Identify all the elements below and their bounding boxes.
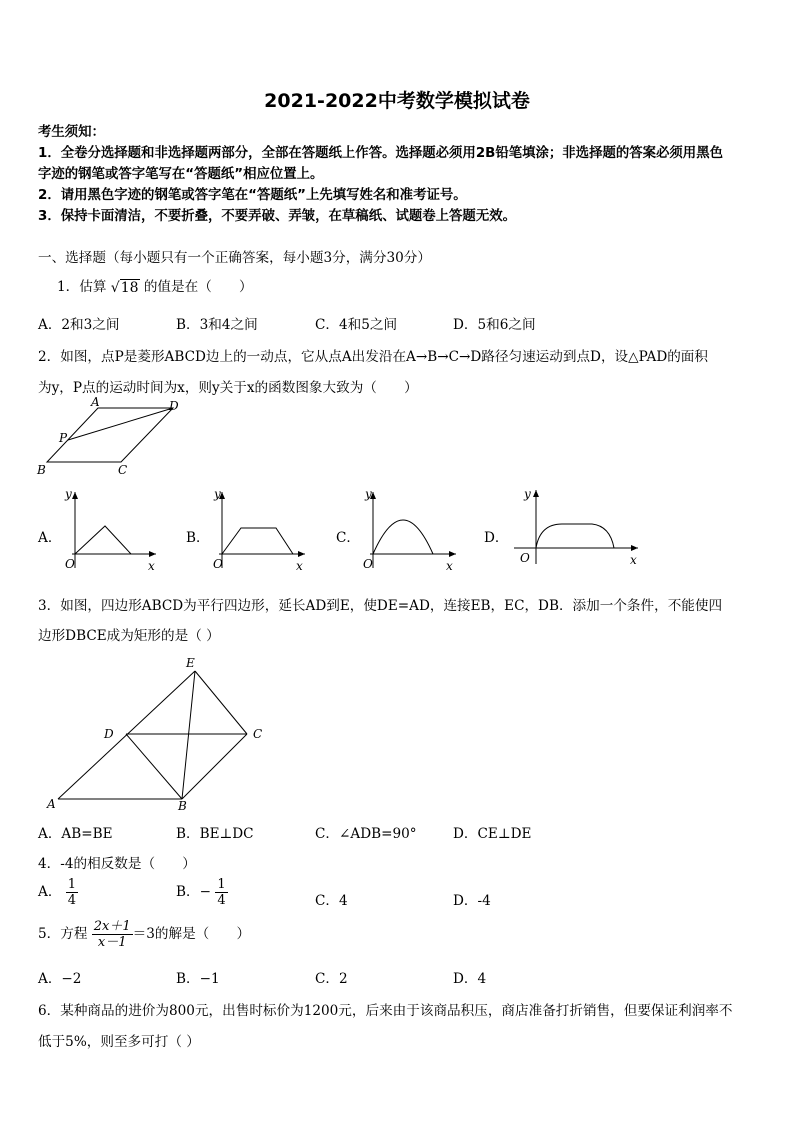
label-d: D	[169, 399, 179, 413]
graph-c-y-label: y	[365, 487, 372, 501]
notice-heading: 考生须知：	[38, 125, 105, 140]
page-title: 2021-2022中考数学模拟试卷	[264, 90, 530, 112]
graph-a-origin: O	[65, 557, 75, 571]
label-b: B	[37, 463, 46, 477]
question-1	[57, 275, 253, 296]
q4-a-denominator: 4	[67, 893, 77, 908]
graph-b-y-label: y	[214, 487, 221, 501]
q2-option-d[interactable]: D．	[484, 530, 509, 546]
q2-option-a[interactable]: A．	[38, 530, 62, 546]
notice-line-1a: 1．全卷分选择题和非选择题两部分，全部在答题纸上作答。选择题必须用2B铅笔填涂；非选择题的答案必须用黑色	[38, 146, 723, 161]
q3-stem-line-2: 边形DBCE成为矩形的是（ ）	[38, 628, 220, 644]
q6-stem-line-2: 低于5%，则至多可打（ ）	[38, 1034, 200, 1050]
q1-option-b[interactable]: B．3和4之间	[176, 317, 258, 333]
q4-option-d[interactable]: D．-4	[453, 893, 491, 909]
q3-option-b[interactable]: B．BE⊥DC	[176, 826, 254, 842]
graph-d-x-label: x	[630, 553, 637, 567]
q5-fraction	[92, 919, 133, 950]
section-heading: 一、选择题（每小题只有一个正确答案，每小题3分，满分30分）	[38, 250, 431, 266]
q1-option-d[interactable]: D．5和6之间	[453, 317, 536, 333]
graph-a	[60, 484, 165, 576]
q1-option-a[interactable]: A．2和3之间	[38, 317, 120, 333]
q5-prefix: 5．方程	[38, 926, 88, 942]
graph-d-y-label: y	[524, 487, 531, 501]
graph-c-origin: O	[363, 557, 373, 571]
notice-line-3: 3．保持卡面清洁，不要折叠，不要弄破、弄皱，在草稿纸、试题卷上答题无效。	[38, 209, 516, 224]
q4-option-a-fraction	[66, 877, 78, 908]
q3-stem-line-1: 3．如图，四边形ABCD为平行四边形，延长AD到E，使DE=AD，连接EB，EC，DB．添加一个条件，不能使四	[38, 598, 723, 614]
q6-stem-line-1: 6．某种商品的进价为800元，出售时标价为1200元，后来由于该商品积压，商店准备打折销售，但要保证利润率不	[38, 1003, 733, 1019]
q5-option-d[interactable]: D．4	[453, 971, 487, 987]
q4-b-denominator: 4	[217, 893, 226, 908]
q4-b-numerator: 1	[217, 877, 226, 892]
label-a: A	[91, 396, 100, 409]
q4-option-b-sign: −	[199, 884, 211, 900]
q2-stem-line-2: 为y，P点的运动时间为x，则y关于x的函数图象大致为（ ）	[38, 380, 418, 396]
graph-d-origin: O	[520, 551, 530, 565]
sqrt-expression: √18	[110, 279, 139, 296]
label-b: B	[178, 799, 187, 811]
q4-option-b-fraction	[215, 877, 227, 908]
label-a: A	[47, 797, 56, 811]
q1-suffix: 的值是在（ ）	[143, 279, 253, 295]
q4-option-b[interactable]	[176, 877, 228, 908]
q3-option-a[interactable]: A．AB=BE	[38, 826, 113, 842]
q3-option-c[interactable]: C．∠ADB=90°	[315, 826, 417, 842]
q5-option-c[interactable]: C．2	[315, 971, 348, 987]
graph-d	[510, 484, 645, 576]
q5-denominator: x－1	[97, 935, 127, 950]
label-p: P	[59, 431, 68, 445]
q4-option-b-letter: B．	[176, 884, 200, 900]
label-c: C	[253, 727, 263, 741]
q4-option-a-letter: A．	[38, 884, 62, 900]
q2-stem-line-1: 2．如图，点P是菱形ABCD边上的一动点，它从点A出发沿在A→B→C→D路径匀速运动到点D，设△PAD的面积	[38, 349, 708, 365]
q3-option-d[interactable]: D．CE⊥DE	[453, 826, 532, 842]
q1-option-c[interactable]: C．4和5之间	[315, 317, 398, 333]
graph-c-x-label: x	[446, 559, 453, 573]
question-5	[38, 919, 250, 950]
label-e: E	[186, 656, 195, 670]
graph-b	[207, 484, 312, 576]
q5-suffix: 的解是（ ）	[154, 926, 251, 942]
graph-a-y-label: y	[65, 487, 72, 501]
label-d: D	[104, 727, 114, 741]
q4-stem: 4．-4的相反数是（ ）	[38, 856, 196, 872]
graph-b-origin: O	[213, 557, 223, 571]
q1-radicand: 18	[120, 279, 139, 296]
q5-option-a[interactable]: A．−2	[38, 971, 82, 987]
graph-a-x-label: x	[148, 559, 155, 573]
parallelogram-figure	[40, 653, 280, 811]
q4-option-a[interactable]	[38, 877, 78, 908]
graph-c	[358, 484, 463, 576]
q1-prefix: 1．估算	[57, 279, 107, 295]
q5-option-b[interactable]: B．−1	[176, 971, 220, 987]
q4-a-numerator: 1	[67, 877, 77, 892]
q2-option-c[interactable]: C．	[336, 530, 360, 546]
graph-b-x-label: x	[296, 559, 303, 573]
notice-line-1b: 字迹的钢笔或答字笔写在“答题纸”相应位置上。	[38, 167, 324, 182]
notice-line-2: 2．请用黑色字迹的钢笔或答字笔在“答题纸”上先填写姓名和准考证号。	[38, 188, 467, 203]
q5-numerator: 2x＋1	[93, 919, 131, 934]
q2-option-b[interactable]: B．	[186, 530, 210, 546]
q4-option-c[interactable]: C．4	[315, 893, 348, 909]
q5-equals: ＝3	[132, 926, 155, 942]
rhombus-figure	[30, 396, 190, 481]
label-c: C	[118, 463, 128, 477]
